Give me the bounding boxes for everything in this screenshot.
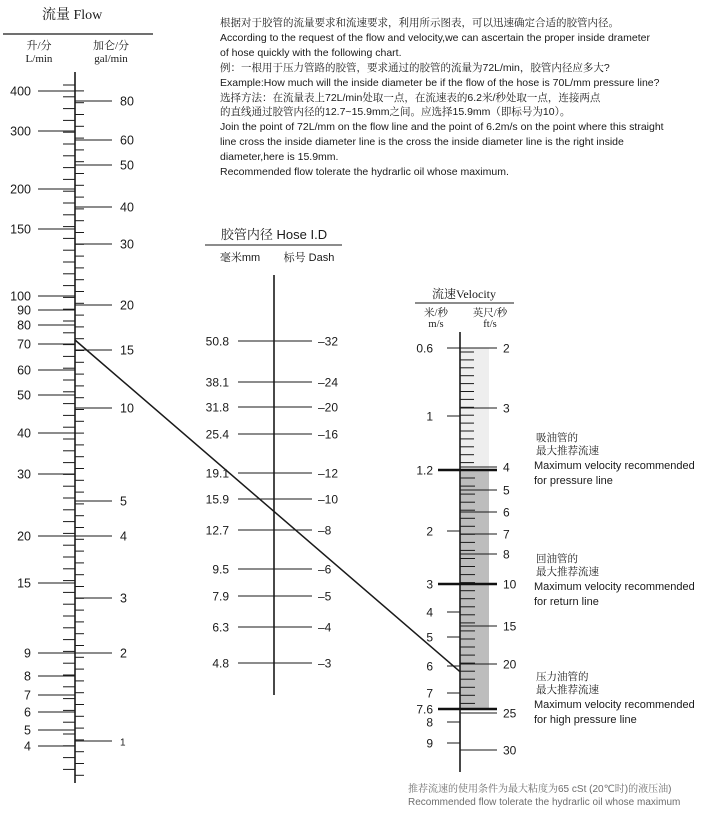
- velocity-fts-label: 25: [503, 706, 517, 721]
- velocity-ms-label: 9: [426, 736, 433, 751]
- flow-lpm-label: 80: [17, 318, 31, 333]
- hose-dash-label: –20: [318, 400, 339, 415]
- flow-lpm-unit-en: L/min: [25, 53, 53, 65]
- velocity-title: 流速Velocity: [432, 287, 496, 301]
- hose-dash-label: –12: [318, 466, 339, 481]
- velocity-band-pressure: [460, 470, 489, 709]
- velocity-band-suction: [460, 348, 489, 470]
- velocity-limit-en2: for pressure line: [534, 475, 613, 487]
- velocity-fts-label: 30: [503, 743, 517, 758]
- velocity-fts-unit-en: ft/s: [483, 319, 497, 330]
- velocity-limit-en: Maximum velocity recommended: [534, 699, 695, 711]
- hose-mm-label: 25.4: [205, 427, 229, 442]
- flow-gpm-label: 15: [120, 343, 134, 358]
- flow-gpm-label: 10: [120, 401, 134, 416]
- hose-mm-label: 15.9: [205, 492, 229, 507]
- flow-gpm-label: 5: [120, 494, 127, 509]
- hose-dash-label: –32: [318, 334, 339, 349]
- flow-lpm-label: 150: [10, 222, 31, 237]
- flow-lpm-label: 50: [17, 388, 31, 403]
- example-line: [75, 340, 460, 672]
- velocity-limit-zh-2: 最大推荐流速: [536, 684, 599, 696]
- instruction-line: 选择方法：在流量表上72L/min处取一点，在流速表的6.2米/秒处取一点，连接两点: [220, 91, 601, 104]
- flow-gpm-label: 50: [120, 158, 134, 173]
- velocity-ms-label: 7.6: [416, 702, 433, 717]
- flow-lpm-label: 300: [10, 124, 31, 139]
- flow-gpm-label: 80: [120, 94, 134, 109]
- hose-dash-label: –24: [318, 375, 339, 390]
- hose-mm-label: 50.8: [205, 334, 229, 349]
- instruction-line: of hose quickly with the following chart.: [220, 46, 402, 59]
- velocity-limit-en2: for high pressure line: [534, 714, 637, 726]
- flow-labels: [10, 85, 134, 754]
- instruction-line: According to the request of the flow and velocity,we can ascertain the proper inside drameter: [220, 31, 650, 44]
- velocity-fts-label: 2: [503, 341, 510, 356]
- velocity-fts-label: 4: [503, 460, 510, 475]
- flow-lpm-label: 7: [24, 688, 31, 703]
- flow-lpm-label: 9: [24, 646, 31, 661]
- flow-lpm-label: 40: [17, 426, 31, 441]
- hose-mm-label: 38.1: [205, 375, 229, 390]
- instruction-line: diameter,here is 15.9mm.: [220, 151, 339, 164]
- velocity-ms-label: 1: [426, 409, 433, 424]
- velocity-limit-zh-1: 吸油管的: [536, 432, 578, 444]
- hose-mm-unit: 毫米mm: [219, 252, 261, 264]
- hose-sizes: [206, 335, 339, 671]
- hose-dash-label: –16: [318, 427, 339, 442]
- velocity-ms-label: 6: [426, 659, 433, 674]
- flow-lpm-label: 15: [17, 576, 31, 591]
- velocity-fts-label: 3: [503, 401, 510, 416]
- flow-lpm-label: 20: [17, 529, 31, 544]
- flow-lpm-label: 90: [17, 303, 31, 318]
- instruction-line: 例：一根用于压力管路的胶管，要求通过的胶管的流量为72L/min，胶管内径应多大?: [220, 61, 610, 74]
- flow-lpm-label: 30: [17, 467, 31, 482]
- velocity-fts-unit-zh: 英尺/秒: [472, 308, 508, 319]
- flow-lpm-unit-zh: 升/分: [26, 40, 52, 52]
- hose-mm-label: 9.5: [212, 562, 229, 577]
- hose-mm-label: 12.7: [205, 523, 229, 538]
- hose-dash-unit: 标号 Dash: [283, 252, 335, 264]
- hose-mm-label: 4.8: [212, 656, 229, 671]
- chart-title: 流量 Flow: [42, 8, 103, 23]
- flow-gpm-label: 20: [120, 298, 134, 313]
- velocity-ms-label: 5: [426, 630, 433, 645]
- flow-lpm-label: 5: [24, 723, 31, 738]
- flow-lpm-label: 400: [10, 84, 31, 99]
- flow-lpm-label: 60: [17, 363, 31, 378]
- velocity-ms-unit-zh: 米/秒: [424, 308, 448, 319]
- instruction-line: 的直线通过胶管内径的12.7~15.9mm之间。应选择15.9mm（即标号为10）。: [220, 106, 571, 119]
- flow-lpm-label: 100: [10, 289, 31, 304]
- velocity-fts-label: 20: [503, 657, 517, 672]
- hose-dash-label: –3: [318, 656, 332, 671]
- velocity-ms-unit-en: m/s: [428, 319, 444, 330]
- hose-dash-label: –6: [318, 562, 332, 577]
- instruction-line: Example:How much will the inside diameter be if the flow of the hose is 70L/mm pressure line?: [220, 76, 660, 89]
- velocity-limit-zh-2: 最大推荐流速: [536, 566, 599, 578]
- flow-gpm-label: 60: [120, 133, 134, 148]
- velocity-ms-label: 4: [426, 605, 433, 620]
- flow-gpm-label: 30: [120, 237, 134, 252]
- flow-gpm-label: 2: [120, 646, 127, 661]
- flow-gpm-label: 40: [120, 200, 134, 215]
- instruction-line: Recommended flow tolerate the hydrarlic oil whose maximum.: [220, 166, 509, 179]
- velocity-limit-en: Maximum velocity recommended: [534, 460, 695, 472]
- flow-gpm-label: 3: [120, 591, 127, 606]
- velocity-limit-zh-2: 最大推荐流速: [536, 445, 599, 457]
- hose-dash-label: –8: [318, 523, 332, 538]
- hose-title: 胶管内径 Hose I.D: [220, 227, 328, 242]
- footer-zh: 推荐流速的使用条件为最大粘度为65 cSt (20℃时)的液压油): [408, 784, 672, 795]
- velocity-limit-zh-1: 压力油管的: [536, 671, 589, 683]
- velocity-fts-label: 7: [503, 527, 510, 542]
- velocity-ms-label: 1.2: [416, 463, 433, 478]
- flow-lpm-label: 200: [10, 182, 31, 197]
- flow-gpm-unit-zh: 加仑/分: [92, 40, 130, 52]
- velocity-limit-en: Maximum velocity recommended: [534, 581, 695, 593]
- footer-en: Recommended flow tolerate the hydrarlic oil whose maximum: [408, 797, 681, 808]
- hose-mm-label: 7.9: [212, 589, 229, 604]
- velocity-fts-label: 5: [503, 483, 510, 498]
- hose-dash-label: –10: [318, 492, 339, 507]
- hose-mm-label: 6.3: [212, 620, 229, 635]
- hose-mm-label: 19.1: [205, 466, 229, 481]
- instruction-line: 根据对于胶管的流量要求和流速要求，利用所示图表，可以迅速确定合适的胶管内径。: [220, 17, 619, 29]
- velocity-limit-en2: for return line: [534, 596, 599, 608]
- velocity-ms-label: 7: [426, 686, 433, 701]
- velocity-fts-label: 15: [503, 619, 517, 634]
- hose-dash-label: –4: [318, 620, 332, 635]
- hose-dash-label: –5: [318, 589, 332, 604]
- instructions: [220, 16, 707, 180]
- velocity-ms-label: 2: [426, 524, 433, 539]
- velocity-fts-label: 10: [503, 577, 517, 592]
- instruction-line: Join the point of 72L/mm on the flow line and the point of 6.2m/s on the point where this straight: [220, 121, 664, 134]
- flow-lpm-label: 4: [24, 739, 31, 754]
- flow-gpm-label: 1: [120, 737, 126, 749]
- velocity-fts-label: 8: [503, 547, 510, 562]
- hose-mm-label: 31.8: [205, 400, 229, 415]
- flow-gpm-label: 4: [120, 529, 127, 544]
- flow-lpm-label: 8: [24, 669, 31, 684]
- footer: [408, 783, 707, 809]
- velocity-ms-label: 0.6: [416, 341, 433, 356]
- flow-lpm-label: 6: [24, 705, 31, 720]
- flow-lpm-label: 70: [17, 337, 31, 352]
- flow-gpm-unit-en: gal/min: [94, 53, 128, 65]
- velocity-ms-label: 8: [426, 715, 433, 730]
- velocity-ms-label: 3: [426, 577, 433, 592]
- velocity-limit-zh-1: 回油管的: [536, 553, 578, 565]
- instruction-line: line cross the inside diameter line is the cross the inside diameter line is the right inside: [220, 136, 624, 149]
- velocity-fts-label: 6: [503, 505, 510, 520]
